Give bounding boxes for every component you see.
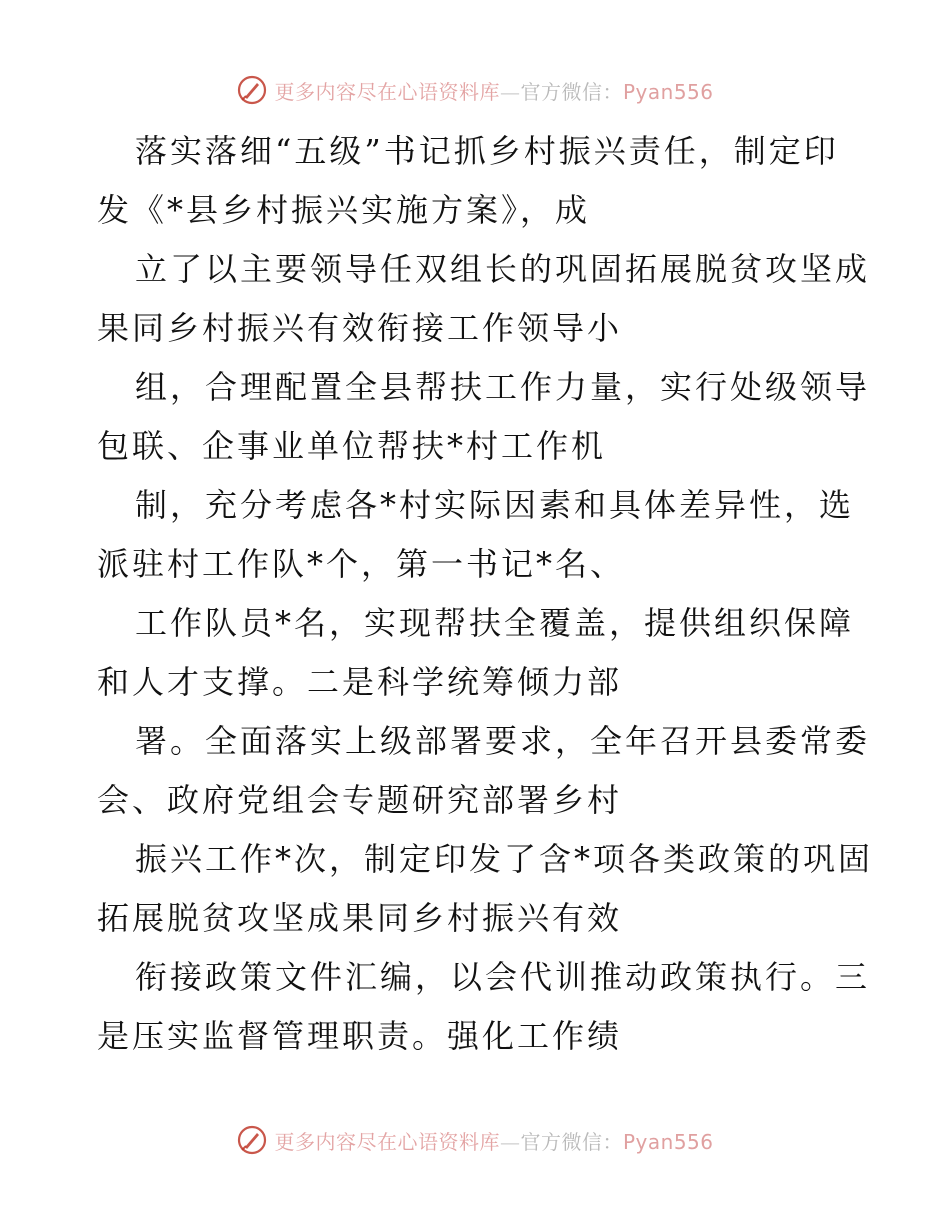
text-line: 落实落细“五级”书记抓乡村振兴责任，制定印	[135, 132, 839, 170]
text-line: 果同乡村振兴有效衔接工作领导小	[97, 309, 623, 347]
text-line: 署。全面落实上级部署要求，全年召开县委常委	[135, 722, 871, 760]
text-line: 派驻村工作队*个，第一书记*名、	[97, 545, 626, 583]
text-line: 制，充分考虑各*村实际因素和具体差异性，选	[135, 486, 855, 524]
watermark-second-text: 官方微信：	[520, 1129, 623, 1154]
watermark-main-text: 更多内容尽在心语资料库	[274, 79, 500, 104]
text-line: 工作队员*名，实现帮扶全覆盖，提供组织保障	[135, 604, 855, 642]
text-line: 衔接政策文件汇编，以会代训推动政策执行。三	[135, 958, 871, 996]
watermark-text	[274, 1126, 713, 1155]
header-watermark	[0, 70, 950, 110]
watermark-second-text: 官方微信：	[520, 79, 623, 104]
footer-watermark	[0, 1120, 950, 1160]
text-line: 和人才支撑。二是科学统筹倾力部	[97, 663, 623, 701]
text-line: 是压实监督管理职责。强化工作绩	[97, 1017, 623, 1055]
text-line: 会、政府党组会专题研究部署乡村	[97, 781, 623, 819]
watermark-text	[274, 76, 713, 105]
text-line: 组，合理配置全县帮扶工作力量，实行处级领导	[135, 368, 871, 406]
watermark-dash: —	[499, 79, 521, 104]
document-body	[97, 122, 874, 1066]
watermark-dash: —	[499, 1129, 521, 1154]
quill-logo-icon	[236, 1124, 268, 1156]
text-line: 发《*县乡村振兴实施方案》，成	[97, 191, 591, 229]
text-line: 包联、企事业单位帮扶*村工作机	[97, 427, 607, 465]
watermark-main-text: 更多内容尽在心语资料库	[274, 1129, 500, 1154]
text-line: 拓展脱贫攻坚成果同乡村振兴有效	[97, 899, 623, 937]
watermark-id: Pyan556	[622, 1129, 714, 1154]
quill-logo-icon	[236, 74, 268, 106]
text-line: 立了以主要领导任双组长的巩固拓展脱贫攻坚成	[135, 250, 871, 288]
text-line: 振兴工作*次，制定印发了含*项各类政策的巩固	[135, 840, 874, 878]
watermark-id: Pyan556	[622, 79, 714, 104]
